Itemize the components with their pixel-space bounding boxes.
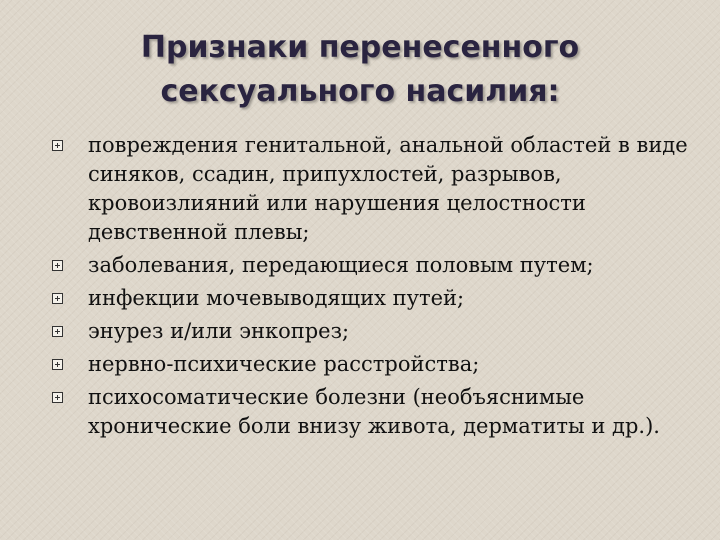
slide-title-line-2: сексуального насилия: — [160, 74, 560, 109]
bullet-item-uti — [52, 284, 702, 313]
bullet-text: инфекции мочевыводящих путей; — [88, 286, 465, 310]
bullet-text: энурез и/или энкопрез; — [88, 319, 350, 343]
bullet-item-psychosomatic — [52, 383, 702, 441]
bullet-item-enuresis — [52, 317, 702, 346]
bullet-list — [52, 131, 702, 445]
bullet-text: нервно-психические расстройства; — [88, 352, 480, 376]
boxed-plus-icon — [52, 392, 63, 403]
boxed-plus-icon — [52, 326, 63, 337]
bullet-text: психосоматические болезни (необъяснимые хронические боли внизу живота, дерматиты и др.). — [88, 385, 660, 438]
boxed-plus-icon — [52, 260, 63, 271]
bullet-item-injuries — [52, 131, 702, 247]
boxed-plus-icon — [52, 293, 63, 304]
slide-title — [60, 26, 660, 114]
boxed-plus-icon — [52, 140, 63, 151]
bullet-item-neuropsychiatric — [52, 350, 702, 379]
bullet-text: повреждения генитальной, анальной областей в виде синяков, ссадин, припухлостей, разрывов, кровоизлияний или нарушения целостности девственной плевы; — [88, 133, 688, 244]
slide-title-line-1: Признаки перенесенного — [140, 30, 580, 65]
bullet-item-std — [52, 251, 702, 280]
bullet-text: заболевания, передающиеся половым путем; — [88, 253, 594, 277]
boxed-plus-icon — [52, 359, 63, 370]
